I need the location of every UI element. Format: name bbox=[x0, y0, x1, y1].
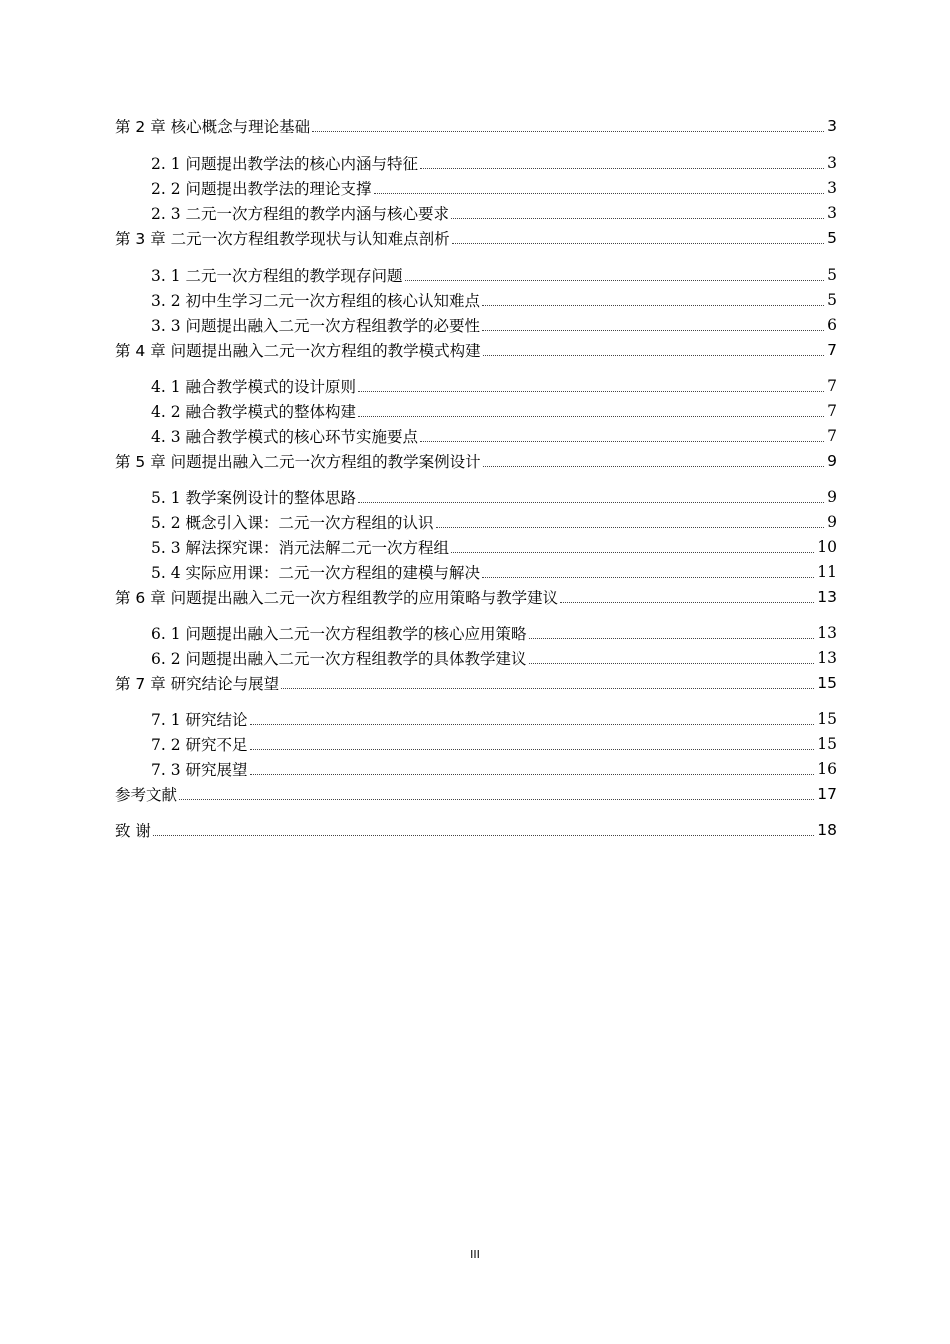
toc-entry-page-number: 15 bbox=[817, 674, 837, 692]
dot-leader bbox=[482, 313, 824, 331]
toc-entry-page-number: 7 bbox=[827, 377, 837, 395]
toc-section-entry[interactable] bbox=[151, 424, 837, 448]
toc-entry-page-number: 5 bbox=[827, 266, 837, 284]
page-number: III bbox=[470, 1248, 480, 1261]
toc-entry-title: 参考文献 bbox=[115, 786, 178, 804]
dot-leader bbox=[179, 782, 814, 800]
toc-chapter-entry[interactable] bbox=[115, 226, 837, 250]
toc-entry-title: 3. 1 二元一次方程组的教学现存问题 bbox=[151, 267, 403, 285]
toc-chapter-entry[interactable] bbox=[115, 818, 837, 842]
toc-entry-title: 6. 1 问题提出融入二元一次方程组教学的核心应用策略 bbox=[151, 625, 527, 643]
toc-entry-title: 5. 4 实际应用课：二元一次方程组的建模与解决 bbox=[151, 564, 481, 582]
toc-entry-title: 5. 1 教学案例设计的整体思路 bbox=[151, 489, 357, 507]
toc-entry-title: 第 4 章 问题提出融入二元一次方程组的教学模式构建 bbox=[115, 342, 481, 360]
toc-entry-title: 4. 3 融合教学模式的核心环节实施要点 bbox=[151, 428, 419, 446]
toc-entry-page-number: 9 bbox=[827, 488, 837, 506]
dot-leader bbox=[483, 338, 824, 356]
toc-section-entry[interactable] bbox=[151, 646, 837, 670]
toc-section-entry[interactable] bbox=[151, 151, 837, 175]
toc-entry-page-number: 13 bbox=[817, 649, 837, 667]
toc-entry-title: 7. 1 研究结论 bbox=[151, 711, 248, 729]
dot-leader bbox=[451, 201, 824, 219]
toc-entry-title: 第 6 章 问题提出融入二元一次方程组教学的应用策略与教学建议 bbox=[115, 589, 559, 607]
toc-entry-page-number: 13 bbox=[817, 624, 837, 642]
dot-leader bbox=[436, 510, 825, 528]
toc-section-entry[interactable] bbox=[151, 399, 837, 423]
toc-chapter-entry[interactable] bbox=[115, 585, 837, 609]
toc-entry-page-number: 3 bbox=[827, 204, 837, 222]
dot-leader bbox=[560, 585, 814, 603]
toc-entry-title: 2. 1 问题提出教学法的核心内涵与特征 bbox=[151, 155, 419, 173]
toc-section-entry[interactable] bbox=[151, 621, 837, 645]
toc-chapter-entry[interactable] bbox=[115, 449, 837, 473]
dot-leader bbox=[358, 374, 824, 392]
toc-entry-title: 4. 2 融合教学模式的整体构建 bbox=[151, 403, 357, 421]
toc-section-entry[interactable] bbox=[151, 485, 837, 509]
toc-entry-page-number: 3 bbox=[827, 154, 837, 172]
dot-leader bbox=[420, 424, 824, 442]
toc-section-entry[interactable] bbox=[151, 263, 837, 287]
dot-leader bbox=[420, 151, 824, 169]
toc-section-entry[interactable] bbox=[151, 176, 837, 200]
toc-section-entry[interactable] bbox=[151, 535, 837, 559]
toc-chapter-entry[interactable] bbox=[115, 114, 837, 138]
dot-leader bbox=[529, 646, 815, 664]
toc-entry-title: 第 3 章 二元一次方程组教学现状与认知难点剖析 bbox=[115, 230, 450, 248]
toc-entry-page-number: 9 bbox=[827, 513, 837, 531]
toc-entry-title: 3. 3 问题提出融入二元一次方程组教学的必要性 bbox=[151, 317, 481, 335]
toc-entry-page-number: 7 bbox=[827, 427, 837, 445]
toc-entry-title: 5. 3 解法探究课：消元法解二元一次方程组 bbox=[151, 539, 450, 557]
toc-entry-page-number: 13 bbox=[817, 588, 837, 606]
dot-leader bbox=[451, 535, 814, 553]
toc-section-entry[interactable] bbox=[151, 732, 837, 756]
toc-entry-page-number: 7 bbox=[827, 402, 837, 420]
toc-entry-page-number: 10 bbox=[817, 538, 837, 556]
dot-leader bbox=[374, 176, 825, 194]
toc-entry-title: 第 5 章 问题提出融入二元一次方程组的教学案例设计 bbox=[115, 453, 481, 471]
toc-section-entry[interactable] bbox=[151, 757, 837, 781]
toc-chapter-entry[interactable] bbox=[115, 671, 837, 695]
toc-section-entry[interactable] bbox=[151, 288, 837, 312]
toc-entry-page-number: 17 bbox=[817, 785, 837, 803]
dot-leader bbox=[250, 757, 815, 775]
toc-entry-title: 7. 3 研究展望 bbox=[151, 761, 248, 779]
toc-chapter-entry[interactable] bbox=[115, 338, 837, 362]
toc-entry-title: 7. 2 研究不足 bbox=[151, 736, 248, 754]
toc-entry-page-number: 3 bbox=[827, 179, 837, 197]
toc-entry-title: 2. 3 二元一次方程组的教学内涵与核心要求 bbox=[151, 205, 450, 223]
toc-chapter-entry[interactable] bbox=[115, 782, 837, 806]
dot-leader bbox=[405, 263, 825, 281]
dot-leader bbox=[452, 226, 824, 244]
dot-leader bbox=[153, 818, 814, 836]
toc-entry-title: 致 谢 bbox=[115, 822, 151, 840]
toc-entry-title: 2. 2 问题提出教学法的理论支撑 bbox=[151, 180, 372, 198]
toc-entry-title: 6. 2 问题提出融入二元一次方程组教学的具体教学建议 bbox=[151, 650, 527, 668]
toc-entry-page-number: 16 bbox=[817, 760, 837, 778]
toc-section-entry[interactable] bbox=[151, 374, 837, 398]
toc-section-entry[interactable] bbox=[151, 560, 837, 584]
toc-entry-title: 5. 2 概念引入课：二元一次方程组的认识 bbox=[151, 514, 434, 532]
toc-entry-title: 第 2 章 核心概念与理论基础 bbox=[115, 118, 311, 136]
toc-entry-page-number: 7 bbox=[827, 341, 837, 359]
dot-leader bbox=[312, 114, 824, 132]
toc-entry-page-number: 5 bbox=[827, 291, 837, 309]
toc-entry-page-number: 15 bbox=[817, 710, 837, 728]
toc-entry-page-number: 11 bbox=[817, 563, 837, 581]
toc-entry-page-number: 18 bbox=[817, 821, 837, 839]
dot-leader bbox=[358, 399, 824, 417]
toc-section-entry[interactable] bbox=[151, 510, 837, 534]
dot-leader bbox=[482, 560, 814, 578]
toc-entry-page-number: 9 bbox=[827, 452, 837, 470]
dot-leader bbox=[250, 707, 815, 725]
toc-entry-page-number: 3 bbox=[827, 117, 837, 135]
toc-section-entry[interactable] bbox=[151, 201, 837, 225]
dot-leader bbox=[482, 288, 824, 306]
toc-entry-title: 3. 2 初中生学习二元一次方程组的核心认知难点 bbox=[151, 292, 481, 310]
dot-leader bbox=[529, 621, 815, 639]
toc-section-entry[interactable] bbox=[151, 313, 837, 337]
toc-section-entry[interactable] bbox=[151, 707, 837, 731]
toc-entry-page-number: 15 bbox=[817, 735, 837, 753]
dot-leader bbox=[358, 485, 824, 503]
toc-entry-page-number: 6 bbox=[827, 316, 837, 334]
dot-leader bbox=[281, 671, 814, 689]
toc-entry-page-number: 5 bbox=[827, 229, 837, 247]
toc-entry-title: 4. 1 融合教学模式的设计原则 bbox=[151, 378, 357, 396]
toc-entry-title: 第 7 章 研究结论与展望 bbox=[115, 675, 280, 693]
dot-leader bbox=[250, 732, 815, 750]
dot-leader bbox=[483, 449, 824, 467]
